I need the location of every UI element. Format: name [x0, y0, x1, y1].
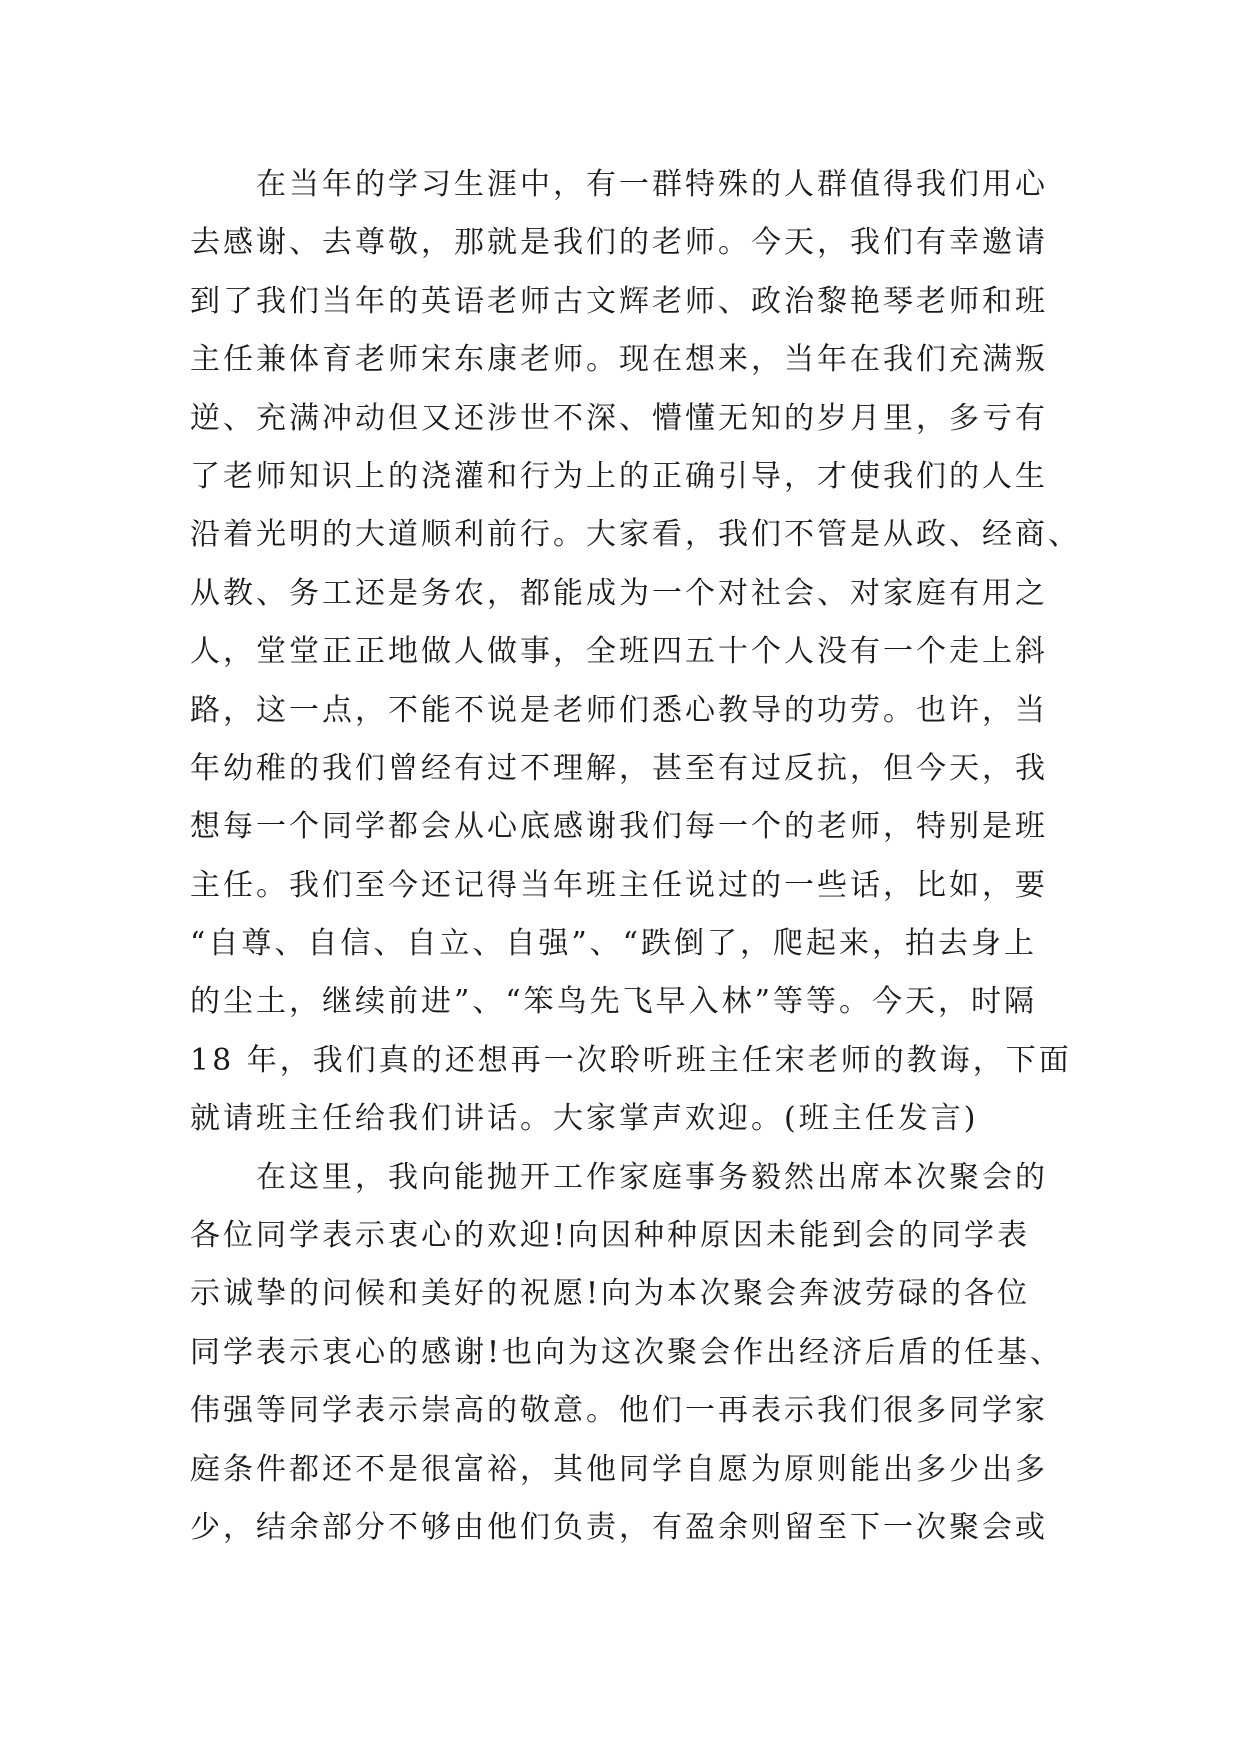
paragraph-welcome-classmates [190, 1149, 1064, 1558]
text-line: 同学表示衷心的感谢!也向为这次聚会作出经济后盾的任基、 [190, 1334, 1064, 1370]
text-line: 想每一个同学都会从心底感谢我们每一个的老师，特别是班 [190, 809, 1048, 845]
text-line: 在这里，我向能抛开工作家庭事务毅然出席本次聚会的 [256, 1159, 1048, 1195]
text-line: 路，这一点，不能不说是老师们悉心教导的功劳。也许，当 [190, 692, 1048, 728]
text-line: 就请班主任给我们讲话。大家掌声欢迎。(班主任发言) [190, 1101, 979, 1137]
text-line: 少，结余部分不够由他们负责，有盈余则留至下一次聚会或 [190, 1509, 1048, 1545]
text-line: 人，堂堂正正地做人做事，全班四五十个人没有一个走上斜 [190, 634, 1048, 670]
text-line: 庭条件都还不是很富裕，其他同学自愿为原则能出多少出多 [190, 1451, 1048, 1487]
text-line: 去感谢、去尊敬，那就是我们的老师。今天，我们有幸邀请 [190, 225, 1048, 261]
text-line: 沿着光明的大道顺利前行。大家看，我们不管是从政、经商、 [190, 517, 1081, 553]
text-line: 主任。我们至今还记得当年班主任说过的一些话，比如，要 [190, 867, 1048, 903]
text-line: 18 年，我们真的还想再一次聆听班主任宋老师的教诲，下面 [190, 1042, 1072, 1078]
document-body [190, 156, 1081, 1557]
text-line: 了老师知识上的浇灌和行为上的正确引导，才使我们的人生 [190, 458, 1048, 494]
text-line: 从教、务工还是务农，都能成为一个对社会、对家庭有用之 [190, 575, 1048, 611]
text-line: 到了我们当年的英语老师古文辉老师、政治黎艳琴老师和班 [190, 283, 1048, 319]
text-line: 年幼稚的我们曾经有过不理解，甚至有过反抗，但今天，我 [190, 750, 1048, 786]
text-line: 逆、充满冲动但又还涉世不深、懵懂无知的岁月里，多亏有 [190, 400, 1048, 436]
text-line: 在当年的学习生涯中，有一群特殊的人群值得我们用心 [256, 167, 1048, 202]
text-line: 各位同学表示衷心的欢迎!向因种种原因未能到会的同学表 [190, 1218, 1031, 1254]
text-line: 的尘土，继续前进”、“笨鸟先飞早入林”等等。今天，时隔 [190, 984, 1038, 1020]
text-line: “自尊、自信、自立、自强”、“跌倒了，爬起来，拍去身上 [190, 926, 1038, 962]
paragraph-teachers-thanks [190, 156, 1081, 1149]
text-line: 主任兼体育老师宋东康老师。现在想来，当年在我们充满叛 [190, 342, 1048, 378]
text-line: 示诚挚的问候和美好的祝愿!向为本次聚会奔波劳碌的各位 [190, 1276, 1031, 1312]
text-line: 伟强等同学表示崇高的敬意。他们一再表示我们很多同学家 [190, 1393, 1048, 1429]
